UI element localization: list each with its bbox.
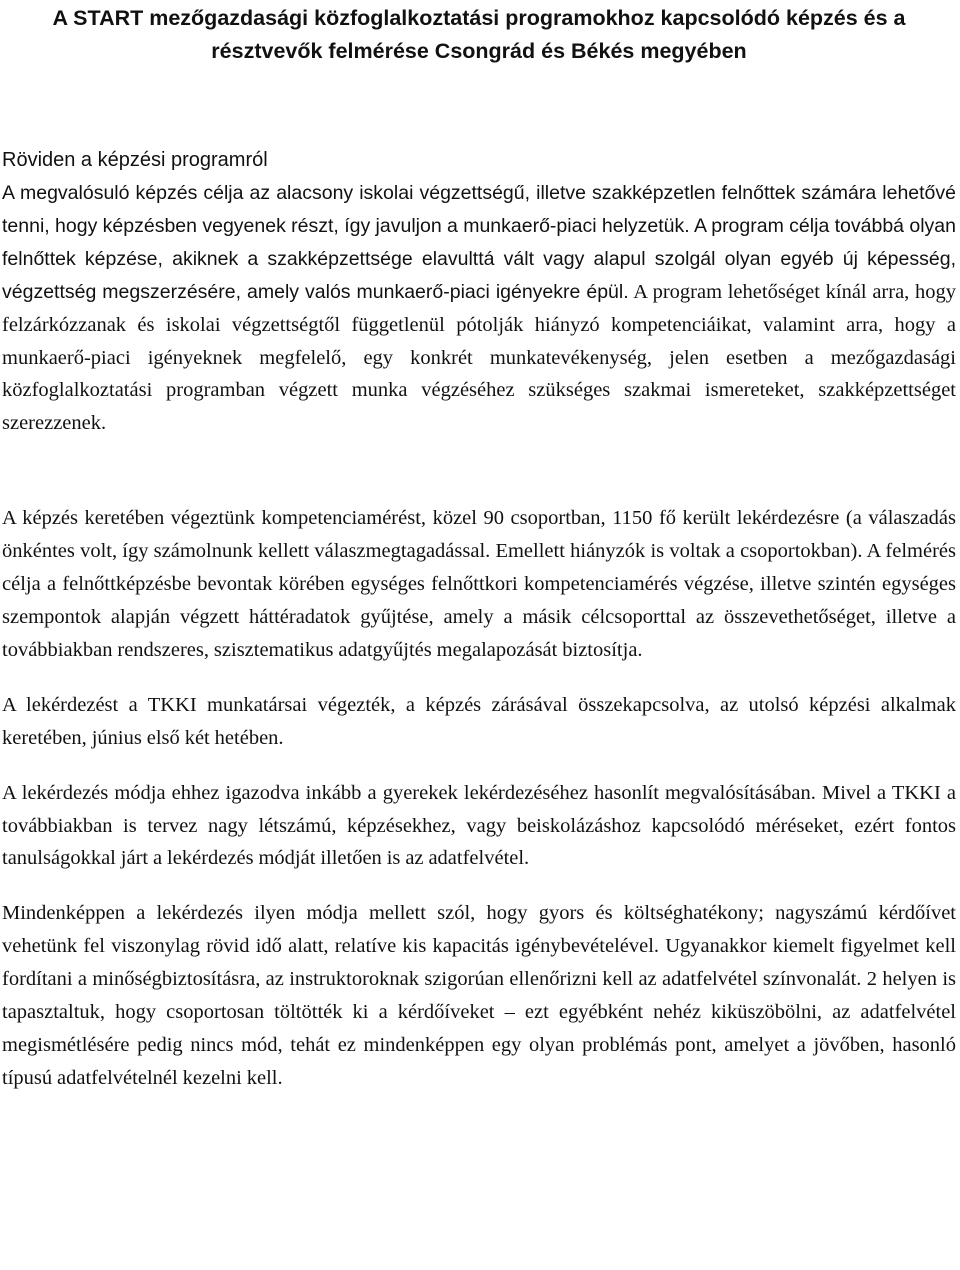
section-heading: Röviden a képzési programról — [2, 149, 268, 171]
paragraph-program-goal-sans-part: A megvalósuló képzés célja az alacsony iskolai végzettségű, illetve szakképzetlen felnőttek számára lehetővé tenni, hogy képzésben vegyenek részt, így javuljon a munkaerő-piaci helyzetük. A program célja továbbá olyan felnőttek képzése, akiknek a szakképzettsége elavulttá vált vagy alapul szolgál olyan egyéb új képesség, végzettség megszerzésére, amely valós munkaerő-piaci igényekre épül. — [2, 182, 956, 303]
paragraph-program-goal — [2, 177, 956, 440]
paragraph-survey-evaluation: Mindenképpen a lekérdezés ilyen módja mellett szól, hogy gyors és költséghatékony; nagyszámú kérdőívet vehetünk fel viszonylag rövid idő alatt, relatíve kis kapacitás igénybevételével. Ugyanakkor kiemelt figyelmet kell fordítani a minőségbiztosításra, az instruktoroknak szigorúan ellenőrizni kell az adatfelvétel színvonalát. 2 helyen is tapasztaltuk, hogy csoportosan töltötték ki a kérdőíveket – ezt egyébként nehéz kiküszöbölni, az adatfelvétel megismétlésére pedig nincs mód, tehát ez mindenképpen egy olyan problémás pont, amelyet a jövőben, hasonló típusú adatfelvételnél kezelni kell. — [2, 902, 956, 1089]
paragraph-competency-measurement: A képzés keretében végeztünk kompetenciamérést, közel 90 csoportban, 1150 fő került lekérdezésre (a válaszadás önkéntes volt, így számolnunk kellett válaszmegtagadással. Emellett hiányzók is voltak a csoportokban). A felmérés célja a felnőttképzésbe bevontak körében egységes felnőttkori kompetenciamérés végzése, illetve szintén egységes szempontok alapján végzett háttéradatok gyűjtése, amely a másik célcsoporttal az összevethetőséget, illetve a továbbiakban rendszeres, szisztematikus adatgyűjtés megalapozását biztosítja. — [2, 507, 956, 661]
document-title: A START mezőgazdasági közfoglalkoztatási programokhoz kapcsolódó képzés és a résztvevők felmérése Csongrád és Békés megyében — [52, 6, 906, 63]
paragraph-program-goal-serif-part: A program lehetőséget kínál arra, hogy felzárkózzanak és iskolai végzettségtől függetlenül pótolják hiányzó kompetenciáikat, valamint arra, hogy a munkaerő-piaci igényeknek megfelelő, egy konkrét munkatevékenység, jelen esetben a mezőgazdasági közfoglalkoztatási programban végzett munka végzéséhez szükséges szakmai ismereteket, szakképzettséget szerezzenek. — [2, 280, 956, 435]
paragraph-tkki-survey: A lekérdezést a TKKI munkatársai végezték, a képzés zárásával összekapcsolva, az utolsó képzési alkalmak keretében, június első két hetében. — [2, 693, 956, 749]
paragraph-survey-method: A lekérdezés módja ehhez igazodva inkább a gyerekek lekérdezéséhez hasonlít megvalósításában. Mivel a TKKI a továbbiakban is tervez nagy létszámú, képzésekhez, vagy beiskolázáshoz kapcsolódó méréseket, ezért fontos tanulságokkal járt a lekérdezés módját illetően is az adatfelvétel. — [2, 781, 956, 870]
